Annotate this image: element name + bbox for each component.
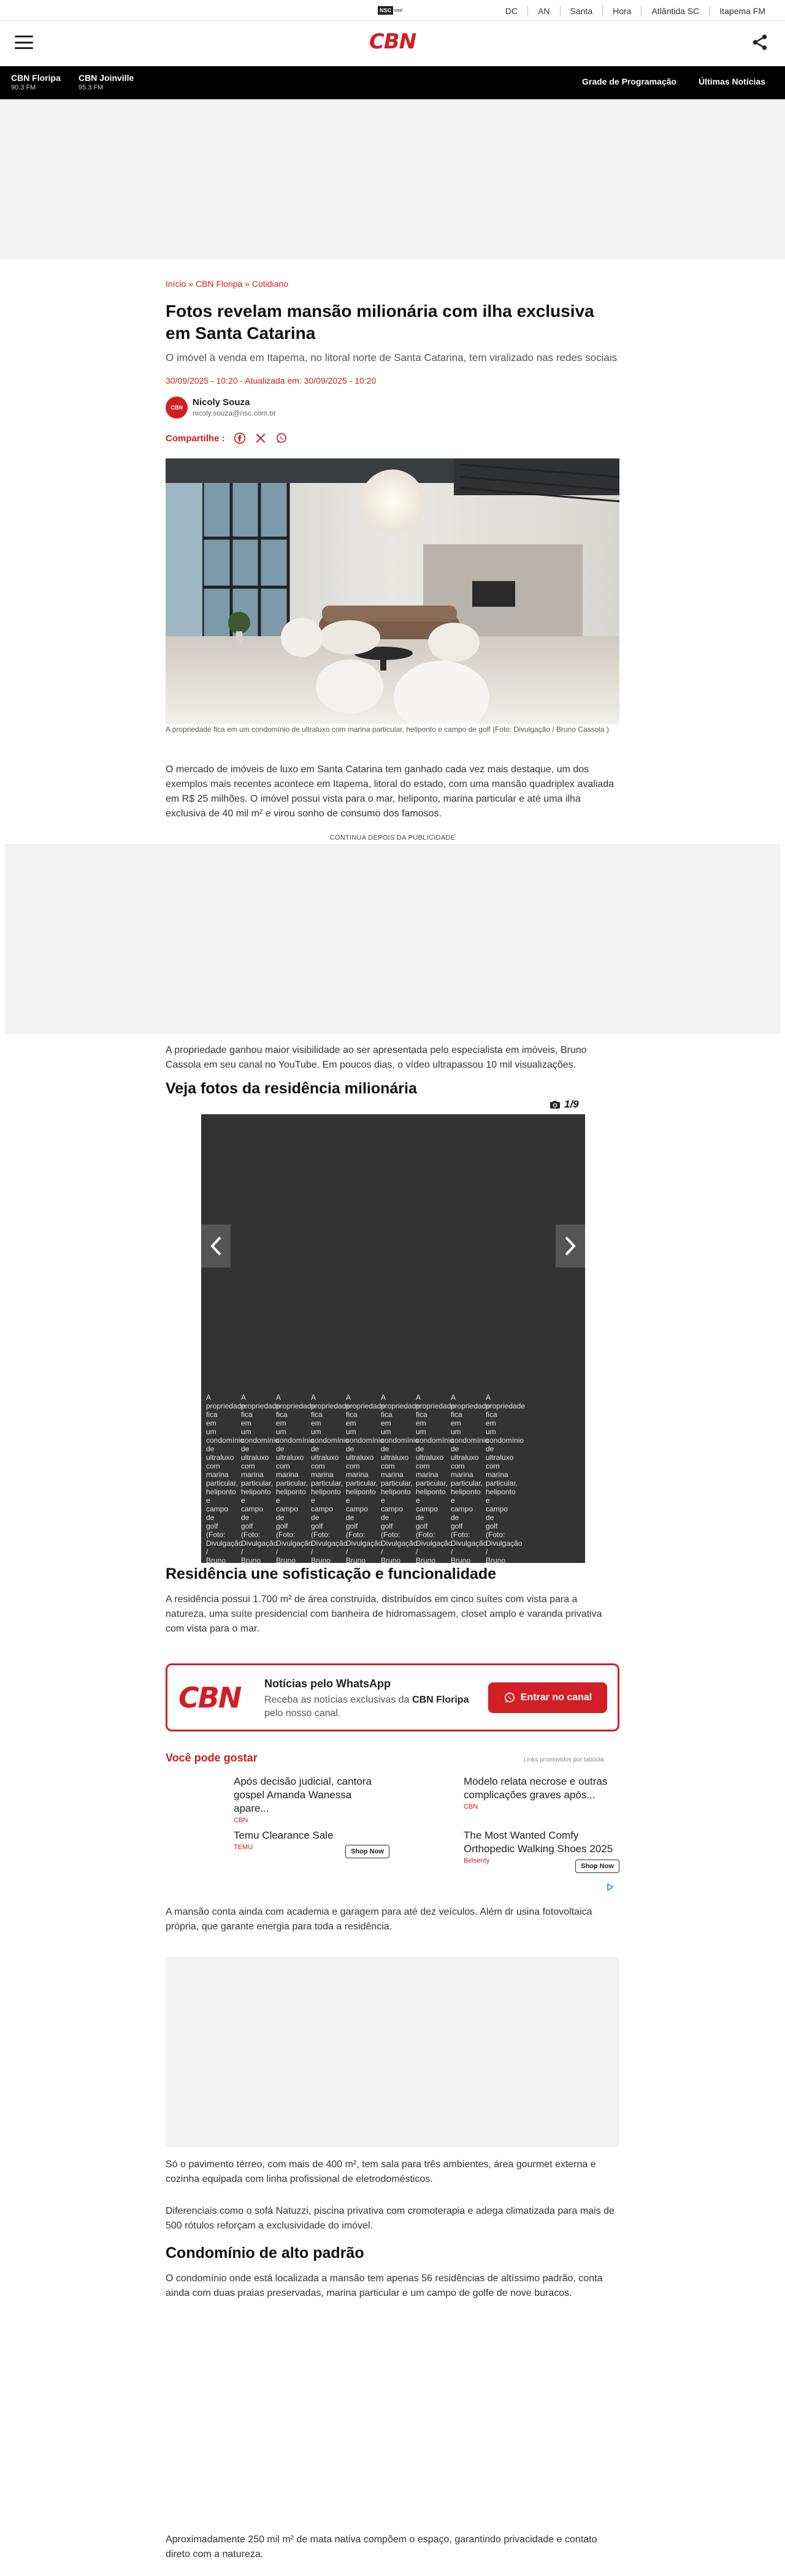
gallery-caption-word: A [416, 1393, 421, 1402]
gallery-caption-word: um [451, 1427, 461, 1436]
site-header [0, 21, 785, 66]
gallery-caption-word: de [241, 1445, 250, 1453]
gallery-caption-word: um [311, 1427, 321, 1436]
gallery-caption-word: Divulgação [486, 1539, 523, 1548]
gallery-caption-word: em [346, 1419, 356, 1427]
ad-slot-middle [5, 844, 780, 1034]
gallery-caption-word: A [206, 1393, 212, 1402]
gallery-caption-word: condomínio [311, 1436, 350, 1445]
gallery-caption-word: com [206, 1462, 220, 1470]
gallery-slide-caption [411, 1393, 456, 1563]
schedule-link[interactable]: Grade de Programação [582, 77, 677, 86]
recommendation-source: TEMU [234, 1844, 253, 1851]
recommendation-source: Beisenty [464, 1857, 490, 1864]
gallery-caption-word: um [486, 1427, 496, 1436]
gallery-caption-word: Bruno [206, 1556, 226, 1563]
gallery-caption-word: A [311, 1393, 316, 1402]
gallery-caption-word: condomínio [416, 1436, 454, 1445]
gallery-caption-word: fica [311, 1410, 323, 1419]
gallery-caption-word: e [311, 1496, 315, 1505]
author-email[interactable]: nicoly.souza@nsc.com.br [193, 409, 277, 417]
gallery-caption-word: de [206, 1513, 215, 1522]
section-heading: Condomínio de alto padrão [166, 2244, 364, 2262]
gallery-caption-word: Bruno [451, 1556, 471, 1563]
gallery-caption-word: Bruno [241, 1556, 261, 1563]
gallery-caption-word: de [381, 1513, 389, 1522]
gallery-caption-word: Divulgação [346, 1539, 383, 1548]
gallery-caption-word: A [241, 1393, 247, 1402]
gallery-caption-word: (Foto: [346, 1530, 366, 1539]
gallery-caption-word: com [486, 1462, 500, 1470]
gallery-caption-word: golf [206, 1522, 218, 1530]
top-link-atlantida[interactable]: Atlântida SC [641, 6, 709, 16]
gallery-caption-word: de [276, 1445, 285, 1453]
gallery-caption-word: fica [381, 1410, 392, 1419]
hero-caption: A propriedade fica em um condomínio de ultraluxo com marina particular, heliponto e campo de golf (Foto: Divulgação / Bruno Cassola ) [166, 725, 610, 734]
share-label: Compartilhe : [166, 433, 225, 444]
gallery-caption-word: Divulgação [311, 1539, 348, 1548]
recommendation-title: Após decisão judicial, cantora gospel Amanda Wanessa apare... [234, 1776, 372, 1814]
gallery-caption-word: / [346, 1548, 348, 1556]
gallery-caption-word: marina [206, 1470, 229, 1479]
breadcrumb[interactable]: Início » CBN Floripa » Cotidiano [166, 279, 288, 289]
recommendation-item[interactable] [464, 1775, 619, 1810]
gallery-caption-word: campo [451, 1505, 473, 1513]
gallery-caption-word: (Foto: [486, 1530, 505, 1539]
gallery-caption-word: marina [486, 1470, 508, 1479]
top-link-santa[interactable]: Santa [560, 6, 603, 16]
gallery-caption-word: condomínio [381, 1436, 419, 1445]
gallery-slide-caption [341, 1393, 386, 1563]
gallery-caption-word: fica [451, 1410, 462, 1419]
top-network-links [496, 6, 775, 16]
paragraph: Só o pavimento térreo, com mais de 400 m², tem sala para três ambientes, área gourmet externa e cozinha equipada com linha profissional de eletrodomésticos. [166, 2159, 596, 2184]
gallery-caption-word: heliponto [416, 1487, 446, 1496]
recommendation-item[interactable] [234, 1775, 389, 1824]
menu-icon[interactable] [15, 36, 33, 49]
gallery-caption-word: com [451, 1462, 465, 1470]
radio-bar [0, 66, 785, 99]
gallery-caption-word: fica [416, 1410, 427, 1419]
gallery-caption-word: golf [276, 1522, 288, 1530]
gallery-caption-word: ultraluxo [346, 1453, 374, 1462]
join-channel-label: Entrar no canal [520, 1692, 592, 1703]
article-dates: 30/09/2025 - 10:20 - Atualizada em: 30/09/2025 - 10:20 [166, 376, 377, 386]
gallery-caption-word: com [416, 1462, 430, 1470]
author-avatar: CBN [166, 397, 188, 419]
gallery-caption-word: Divulgação [381, 1539, 418, 1548]
gallery-caption-word: com [346, 1462, 360, 1470]
gallery-caption-word: campo [276, 1505, 299, 1513]
section-heading: Veja fotos da residência milionária [166, 1080, 417, 1097]
gallery-slide-caption [376, 1393, 421, 1563]
gallery-caption-word: condomínio [486, 1436, 524, 1445]
gallery-caption-word: / [206, 1548, 209, 1556]
gallery-caption-word: particular, [381, 1479, 413, 1487]
gallery-counter-text: 1/9 [564, 1098, 579, 1110]
whatsapp-title: Notícias pelo WhatsApp [264, 1677, 391, 1690]
nsc-total-logo[interactable] [378, 6, 407, 15]
article-subtitle: O imóvel à venda em Itapema, no litoral norte de Santa Catarina, tem viralizado nas redes sociais [166, 352, 618, 363]
whatsapp-channel-box [166, 1663, 619, 1731]
chevron-right-icon [564, 1236, 577, 1256]
gallery-caption-word: heliponto [206, 1487, 236, 1496]
gallery-caption-word: propriedade [381, 1402, 421, 1410]
gallery-caption-word: particular, [451, 1479, 483, 1487]
ad-slot-top [0, 99, 785, 259]
gallery-caption-word: com [241, 1462, 255, 1470]
gallery-caption-word: um [416, 1427, 426, 1436]
gallery-caption-word: ultraluxo [381, 1453, 409, 1462]
top-link-dc[interactable]: DC [505, 6, 518, 16]
gallery-caption-word: / [311, 1548, 313, 1556]
station-name: CBN Floripa [11, 73, 61, 83]
hero-image[interactable] [166, 458, 619, 724]
gallery-caption-word: campo [346, 1505, 369, 1513]
gallery-caption-word: A [346, 1393, 351, 1402]
gallery-caption-word: marina [276, 1470, 299, 1479]
paragraph: A propriedade ganhou maior visibilidade ao ser apresentada pelo especialista em imóveis, Bruno Cassola em seu canal no YouTube. Em poucos dias, o vídeo ultrapassou 10 mil visualizações. [166, 1045, 587, 1070]
gallery-caption-word: em [416, 1419, 426, 1427]
gallery-caption-word: e [451, 1496, 455, 1505]
gallery-caption-word: / [451, 1548, 453, 1556]
paragraph: O mercado de imóveis de luxo em Santa Catarina tem ganhado cada vez mais destaque, um dos exemplos mais recentes acontece em Itapema, litoral do estado, com uma mansão quadriplex avaliada em R$ 25 milhões. O imóvel possui vista para o mar, heliponto, marina particular e até uma ilha exclusiva de 40 mil m² e virou sonho de consumo dos famosos. [166, 764, 615, 819]
living-room-photo [166, 458, 619, 724]
recommendation-item[interactable] [464, 1829, 619, 1870]
gallery-caption-word: de [381, 1445, 389, 1453]
gallery-caption-word: em [381, 1419, 391, 1427]
gallery-caption-word: ultraluxo [311, 1453, 339, 1462]
gallery-caption-word: fica [276, 1410, 288, 1419]
gallery-caption-word: propriedade [416, 1402, 456, 1410]
gallery-caption-word: e [276, 1496, 280, 1505]
author-name[interactable]: Nicoly Souza [193, 397, 250, 408]
gallery-caption-word: em [241, 1419, 251, 1427]
station-cbn-floripa[interactable] [11, 73, 61, 91]
recommendations-heading: Você pode gostar [166, 1752, 258, 1764]
gallery-slide-caption [481, 1393, 526, 1563]
whatsapp-description: Receba as notícias exclusivas da CBN Floripa pelo nosso canal. [264, 1695, 469, 1719]
gallery-caption-word: (Foto: [241, 1530, 261, 1539]
gallery-caption-word: de [311, 1513, 320, 1522]
gallery-caption-word: fica [241, 1410, 253, 1419]
gallery-caption-word: marina [381, 1470, 404, 1479]
gallery-caption-word: (Foto: [206, 1530, 226, 1539]
whatsapp-icon [504, 1692, 516, 1704]
gallery-caption-word: Divulgação [241, 1539, 278, 1548]
gallery-caption-word: de [451, 1445, 459, 1453]
gallery-caption-word: particular, [206, 1479, 239, 1487]
gallery-caption-word: condomínio [241, 1436, 280, 1445]
gallery-caption-word: condomínio [276, 1436, 315, 1445]
gallery-caption-word: ultraluxo [206, 1453, 234, 1462]
gallery-caption-word: Bruno [486, 1556, 506, 1563]
nsc-logo-mark: NSC [378, 6, 393, 15]
gallery-caption-word: A [451, 1393, 456, 1402]
gallery-caption-word: (Foto: [416, 1530, 435, 1539]
gallery-caption-word: campo [486, 1505, 508, 1513]
gallery-caption-word: Bruno [346, 1556, 366, 1563]
gallery-caption-word: de [206, 1445, 215, 1453]
share-icon[interactable] [751, 33, 769, 51]
top-link-hora[interactable]: Hora [602, 6, 641, 16]
gallery-caption-word: e [381, 1496, 385, 1505]
adchoices-icon[interactable] [606, 1883, 615, 1891]
chevron-left-icon [209, 1236, 223, 1256]
gallery-caption-word: de [486, 1445, 494, 1453]
gallery-caption-word: marina [311, 1470, 334, 1479]
top-link-itapema[interactable]: Itapema FM [709, 6, 775, 16]
gallery-caption-word: A [276, 1393, 281, 1402]
cbn-logo: CBN [178, 1681, 241, 1714]
gallery-caption-word: e [206, 1496, 210, 1505]
gallery-caption-strip [201, 1393, 585, 1563]
gallery-caption-word: em [451, 1419, 461, 1427]
gallery-slide-caption [446, 1393, 491, 1563]
gallery-caption-word: marina [451, 1470, 473, 1479]
latest-news-link[interactable]: Últimas Notícias [699, 77, 765, 86]
station-frequency: 90.3 FM [11, 84, 36, 91]
recommendation-title: Temu Clearance Sale [234, 1829, 334, 1841]
gallery-caption-word: / [276, 1548, 278, 1556]
station-frequency: 95.3 FM [78, 84, 104, 91]
ad-label: CONTINUA DEPOIS DA PUBLICIDADE [329, 834, 456, 842]
gallery-caption-word: em [311, 1419, 321, 1427]
facebook-icon[interactable] [234, 432, 246, 444]
share-row [166, 432, 619, 444]
gallery-caption-word: (Foto: [381, 1530, 400, 1539]
gallery-caption-word: (Foto: [451, 1530, 470, 1539]
gallery-caption-word: heliponto [276, 1487, 306, 1496]
gallery-caption-word: propriedade [206, 1402, 246, 1410]
taboola-promo-label[interactable]: Links promovidos por taboola [524, 1757, 604, 1763]
gallery-caption-word: de [486, 1513, 494, 1522]
nsc-logo-sub: total [394, 8, 403, 13]
gallery-caption-word: particular, [276, 1479, 308, 1487]
gallery-caption-word: propriedade [451, 1402, 491, 1410]
gallery-caption-word: Divulgação [451, 1539, 488, 1548]
gallery-caption-word: com [311, 1462, 325, 1470]
recommendation-source: CBN [464, 1803, 478, 1810]
gallery-caption-word: heliponto [311, 1487, 341, 1496]
camera-icon [550, 1100, 561, 1109]
whatsapp-icon[interactable] [275, 432, 288, 444]
gallery-caption-word: propriedade [311, 1402, 351, 1410]
gallery-caption-word: de [346, 1445, 354, 1453]
gallery-caption-word: ultraluxo [241, 1453, 269, 1462]
gallery-caption-word: particular, [486, 1479, 518, 1487]
gallery-caption-word: um [346, 1427, 356, 1436]
gallery-caption-word: / [241, 1548, 243, 1556]
gallery-caption-word: propriedade [486, 1402, 526, 1410]
gallery-caption-word: um [276, 1427, 286, 1436]
gallery-caption-word: A [486, 1393, 491, 1402]
section-heading: Residência une sofisticação e funcionalidade [166, 1565, 497, 1582]
x-icon[interactable] [255, 432, 267, 444]
gallery-caption-word: golf [346, 1522, 358, 1530]
gallery-caption-word: marina [241, 1470, 264, 1479]
photo-gallery[interactable] [201, 1114, 585, 1563]
shop-now-button[interactable]: Shop Now [345, 1845, 389, 1858]
gallery-caption-word: / [381, 1548, 383, 1556]
recommendation-item[interactable] [234, 1829, 389, 1855]
gallery-caption-word: propriedade [276, 1402, 316, 1410]
gallery-caption-word: / [416, 1548, 418, 1556]
gallery-caption-word: Bruno [311, 1556, 331, 1563]
gallery-caption-word: e [486, 1496, 490, 1505]
gallery-slide-caption [306, 1393, 351, 1563]
gallery-caption-word: golf [241, 1522, 253, 1530]
ad-slot-inline [166, 1957, 619, 2147]
author-block [166, 395, 619, 420]
paragraph: A mansão conta ainda com academia e garagem para até dez veículos. Além dr usina fotovoltaica própria, que garante energia para toda a residência. [166, 1907, 592, 1932]
gallery-caption-word: com [381, 1462, 395, 1470]
gallery-caption-word: de [241, 1513, 250, 1522]
gallery-caption-word: marina [346, 1470, 369, 1479]
gallery-caption-word: campo [206, 1505, 229, 1513]
gallery-caption-word: campo [241, 1505, 264, 1513]
gallery-caption-word: de [276, 1513, 285, 1522]
gallery-slide-caption [236, 1393, 281, 1563]
gallery-caption-word: e [241, 1496, 245, 1505]
gallery-caption-word: de [311, 1445, 320, 1453]
gallery-caption-word: de [416, 1445, 424, 1453]
gallery-caption-word: de [451, 1513, 459, 1522]
gallery-caption-word: Divulgação [206, 1539, 243, 1548]
gallery-caption-word: heliponto [451, 1487, 481, 1496]
top-strip [0, 0, 785, 21]
gallery-caption-word: um [381, 1427, 391, 1436]
gallery-caption-word: de [346, 1513, 354, 1522]
gallery-caption-word: heliponto [486, 1487, 516, 1496]
station-name: CBN Joinville [78, 73, 134, 83]
gallery-caption-word: campo [311, 1505, 334, 1513]
gallery-caption-word: propriedade [241, 1402, 281, 1410]
recommendation-title: The Most Wanted Comfy Orthopedic Walking Shoes 2025 [464, 1829, 613, 1855]
gallery-caption-word: campo [416, 1505, 438, 1513]
gallery-caption-word: particular, [311, 1479, 343, 1487]
gallery-caption-word: particular, [416, 1479, 448, 1487]
gallery-caption-word: e [346, 1496, 350, 1505]
gallery-caption-word: fica [486, 1410, 497, 1419]
gallery-caption-word: condomínio [206, 1436, 245, 1445]
gallery-caption-word: particular, [241, 1479, 274, 1487]
gallery-caption-word: golf [451, 1522, 463, 1530]
paragraph: O condomínio onde está localizada a mansão tem apenas 56 residências de altíssimo padrão, conta ainda com duas praias preservadas, marina particular e um campo de golfe de nove buracos. [166, 2273, 603, 2298]
gallery-caption-word: um [241, 1427, 251, 1436]
gallery-caption-word: golf [486, 1522, 498, 1530]
article-title: Fotos revelam mansão milionária com ilha exclusiva em Santa Catarina [166, 302, 594, 343]
top-link-an[interactable]: AN [527, 6, 559, 16]
recommendation-title: Modelo relata necrose e outras complicações graves após... [464, 1776, 608, 1801]
gallery-caption-word: ultraluxo [276, 1453, 304, 1462]
gallery-caption-word: condomínio [451, 1436, 489, 1445]
gallery-caption-word: golf [416, 1522, 428, 1530]
join-channel-button[interactable] [488, 1682, 607, 1713]
gallery-caption-word: A [381, 1393, 386, 1402]
gallery-caption-word: com [276, 1462, 290, 1470]
gallery-caption-word: em [486, 1419, 496, 1427]
gallery-caption-word: em [276, 1419, 286, 1427]
gallery-caption-word: ultraluxo [451, 1453, 479, 1462]
gallery-caption-word: marina [416, 1470, 438, 1479]
gallery-next-button[interactable] [556, 1225, 585, 1267]
recommendation-source: CBN [234, 1817, 248, 1824]
gallery-caption-word: heliponto [241, 1487, 271, 1496]
gallery-slide-caption [271, 1393, 316, 1563]
gallery-caption-word: campo [381, 1505, 404, 1513]
gallery-caption-word: (Foto: [276, 1530, 296, 1539]
gallery-counter [550, 1098, 579, 1111]
gallery-caption-word: um [206, 1427, 216, 1436]
paragraph: Aproximadamente 250 mil m² de mata nativa compõem o espaço, garantindo privacidade e contato direto com a natureza. [166, 2534, 597, 2559]
gallery-slide-caption [201, 1393, 246, 1563]
paragraph: A residência possui 1.700 m² de área construída, distribuídos em cinco suítes com vista para a natureza, uma suíte presidencial com banheira de hidromassagem, closet amplo e varanda privativa com vista para o mar. [166, 1594, 602, 1634]
gallery-caption-word: Bruno [276, 1556, 296, 1563]
paragraph: Diferenciais como o sofá Natuzzi, piscina privativa com cromoterapia e adega climatizada para mais de 500 rótulos reforçam a exclusividade do imóvel. [166, 2206, 615, 2231]
gallery-caption-word: de [416, 1513, 424, 1522]
gallery-caption-word: Bruno [381, 1556, 401, 1563]
gallery-caption-word: fica [206, 1410, 218, 1419]
gallery-caption-word: condomínio [346, 1436, 385, 1445]
shop-now-button[interactable]: Shop Now [575, 1860, 619, 1873]
cbn-logo[interactable]: CBN [369, 29, 416, 54]
gallery-caption-word: / [486, 1548, 488, 1556]
gallery-caption-word: heliponto [346, 1487, 376, 1496]
gallery-caption-word: (Foto: [311, 1530, 331, 1539]
gallery-caption-word: em [206, 1419, 216, 1427]
radio-links [582, 77, 765, 86]
station-cbn-joinville[interactable] [78, 73, 134, 91]
gallery-caption-word: Divulgação [416, 1539, 453, 1548]
gallery-caption-word: fica [346, 1410, 358, 1419]
gallery-caption-word: particular, [346, 1479, 378, 1487]
gallery-caption-word: Bruno [416, 1556, 436, 1563]
gallery-caption-word: ultraluxo [486, 1453, 514, 1462]
gallery-prev-button[interactable] [201, 1225, 231, 1267]
gallery-caption-word: golf [381, 1522, 393, 1530]
gallery-caption-word: propriedade [346, 1402, 386, 1410]
gallery-caption-word: golf [311, 1522, 323, 1530]
gallery-caption-word: heliponto [381, 1487, 411, 1496]
gallery-caption-word: Divulgação [276, 1539, 313, 1548]
gallery-caption-word: ultraluxo [416, 1453, 444, 1462]
gallery-caption-word: e [416, 1496, 420, 1505]
